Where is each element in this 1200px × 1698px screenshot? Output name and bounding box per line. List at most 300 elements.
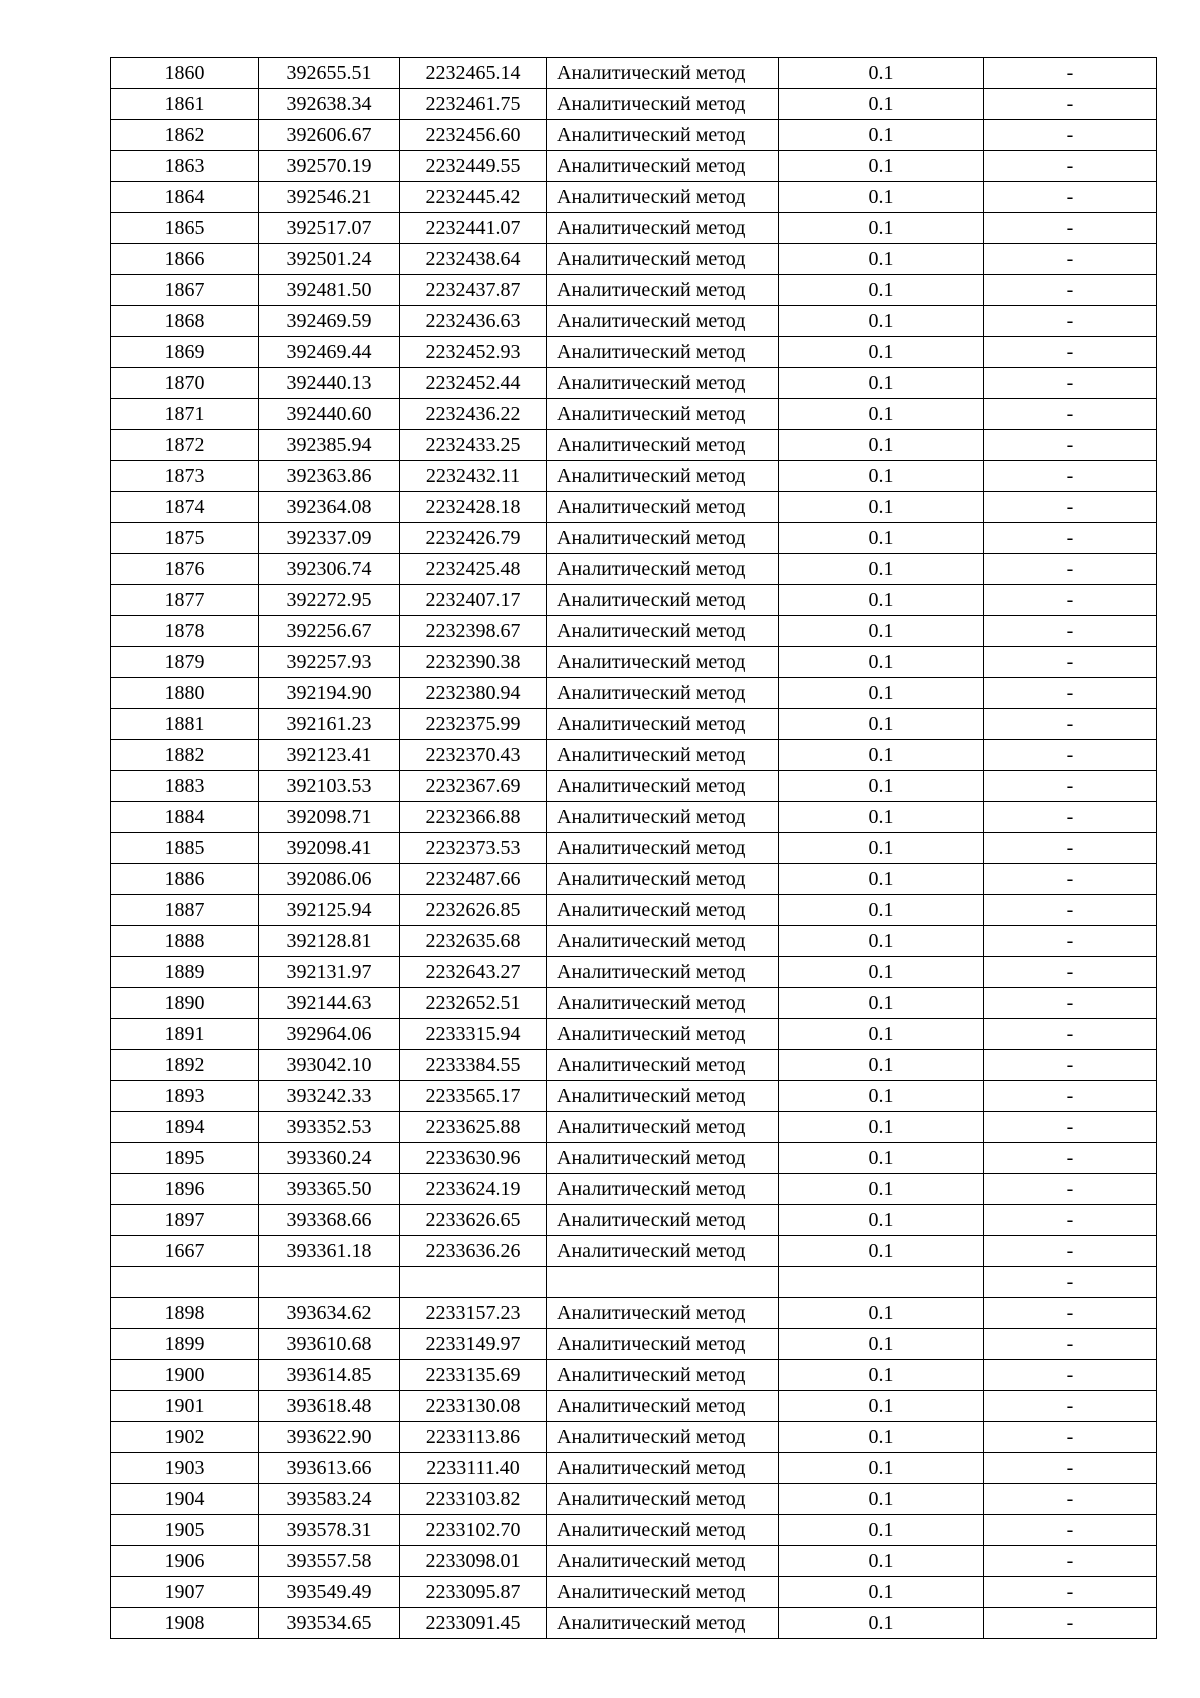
point-number-cell: 1896: [111, 1174, 259, 1205]
point-number-cell: 1874: [111, 492, 259, 523]
x-coordinate-cell: 392086.06: [259, 864, 400, 895]
point-number-cell: 1861: [111, 89, 259, 120]
table-row: [111, 523, 1157, 554]
coordinates-table-body: [111, 58, 1157, 1639]
accuracy-cell: 0.1: [779, 1050, 984, 1081]
x-coordinate-cell: 392103.53: [259, 771, 400, 802]
point-number-cell: 1867: [111, 275, 259, 306]
y-coordinate-cell: 2233624.19: [400, 1174, 547, 1205]
method-cell: Аналитический метод: [547, 864, 779, 895]
note-cell: -: [984, 988, 1157, 1019]
accuracy-cell: 0.1: [779, 523, 984, 554]
method-cell: Аналитический метод: [547, 771, 779, 802]
method-cell: Аналитический метод: [547, 1081, 779, 1112]
note-cell: -: [984, 647, 1157, 678]
table-row: [111, 151, 1157, 182]
point-number-cell: 1901: [111, 1391, 259, 1422]
x-coordinate-cell: 393557.58: [259, 1546, 400, 1577]
accuracy-cell: 0.1: [779, 1608, 984, 1639]
accuracy-cell: 0.1: [779, 616, 984, 647]
x-coordinate-cell: 392257.93: [259, 647, 400, 678]
x-coordinate-cell: 393242.33: [259, 1081, 400, 1112]
table-row: [111, 1422, 1157, 1453]
method-cell: Аналитический метод: [547, 926, 779, 957]
y-coordinate-cell: 2233111.40: [400, 1453, 547, 1484]
y-coordinate-cell: 2232487.66: [400, 864, 547, 895]
accuracy-cell: 0.1: [779, 709, 984, 740]
accuracy-cell: 0.1: [779, 461, 984, 492]
y-coordinate-cell: 2233565.17: [400, 1081, 547, 1112]
method-cell: Аналитический метод: [547, 1329, 779, 1360]
method-cell: Аналитический метод: [547, 833, 779, 864]
point-number-cell: 1886: [111, 864, 259, 895]
table-row: [111, 957, 1157, 988]
table-row: [111, 1484, 1157, 1515]
y-coordinate-cell: 2233113.86: [400, 1422, 547, 1453]
table-row: [111, 1608, 1157, 1639]
note-cell: -: [984, 1019, 1157, 1050]
table-row: [111, 988, 1157, 1019]
note-cell: -: [984, 1112, 1157, 1143]
y-coordinate-cell: 2232626.85: [400, 895, 547, 926]
table-row: [111, 678, 1157, 709]
accuracy-cell: 0.1: [779, 368, 984, 399]
x-coordinate-cell: 392440.13: [259, 368, 400, 399]
method-cell: Аналитический метод: [547, 1112, 779, 1143]
accuracy-cell: 0.1: [779, 337, 984, 368]
method-cell: Аналитический метод: [547, 1236, 779, 1267]
note-cell: -: [984, 275, 1157, 306]
x-coordinate-cell: 393368.66: [259, 1205, 400, 1236]
accuracy-cell: 0.1: [779, 1112, 984, 1143]
method-cell: Аналитический метод: [547, 1546, 779, 1577]
y-coordinate-cell: 2232438.64: [400, 244, 547, 275]
y-coordinate-cell: 2233130.08: [400, 1391, 547, 1422]
y-coordinate-cell: 2233103.82: [400, 1484, 547, 1515]
x-coordinate-cell: 392440.60: [259, 399, 400, 430]
y-coordinate-cell: 2232445.42: [400, 182, 547, 213]
note-cell: -: [984, 337, 1157, 368]
table-row: [111, 1546, 1157, 1577]
table-row: [111, 399, 1157, 430]
x-coordinate-cell: 393549.49: [259, 1577, 400, 1608]
method-cell: Аналитический метод: [547, 647, 779, 678]
accuracy-cell: 0.1: [779, 1019, 984, 1050]
accuracy-cell: 0.1: [779, 58, 984, 89]
y-coordinate-cell: 2232370.43: [400, 740, 547, 771]
accuracy-cell: 0.1: [779, 1236, 984, 1267]
point-number-cell: 1897: [111, 1205, 259, 1236]
method-cell: Аналитический метод: [547, 678, 779, 709]
table-row: [111, 895, 1157, 926]
method-cell: Аналитический метод: [547, 802, 779, 833]
y-coordinate-cell: 2232407.17: [400, 585, 547, 616]
table-row: [111, 802, 1157, 833]
x-coordinate-cell: 393042.10: [259, 1050, 400, 1081]
accuracy-cell: 0.1: [779, 647, 984, 678]
y-coordinate-cell: 2232643.27: [400, 957, 547, 988]
note-cell: -: [984, 833, 1157, 864]
note-cell: -: [984, 213, 1157, 244]
point-number-cell: 1667: [111, 1236, 259, 1267]
y-coordinate-cell: 2232367.69: [400, 771, 547, 802]
note-cell: -: [984, 1236, 1157, 1267]
accuracy-cell: 0.1: [779, 802, 984, 833]
accuracy-cell: 0.1: [779, 492, 984, 523]
y-coordinate-cell: 2232432.11: [400, 461, 547, 492]
method-cell: Аналитический метод: [547, 1174, 779, 1205]
table-row: [111, 182, 1157, 213]
method-cell: Аналитический метод: [547, 1050, 779, 1081]
accuracy-cell: 0.1: [779, 585, 984, 616]
point-number-cell: 1880: [111, 678, 259, 709]
point-number-cell: 1860: [111, 58, 259, 89]
x-coordinate-cell: 392337.09: [259, 523, 400, 554]
method-cell: Аналитический метод: [547, 1391, 779, 1422]
method-cell: Аналитический метод: [547, 430, 779, 461]
table-row: [111, 492, 1157, 523]
table-row: [111, 58, 1157, 89]
table-row: [111, 864, 1157, 895]
note-cell: -: [984, 244, 1157, 275]
method-cell: Аналитический метод: [547, 337, 779, 368]
accuracy-cell: 0.1: [779, 1515, 984, 1546]
note-cell: -: [984, 182, 1157, 213]
point-number-cell: 1895: [111, 1143, 259, 1174]
method-cell: Аналитический метод: [547, 306, 779, 337]
note-cell: -: [984, 1298, 1157, 1329]
x-coordinate-cell: 392256.67: [259, 616, 400, 647]
point-number-cell: 1903: [111, 1453, 259, 1484]
method-cell: Аналитический метод: [547, 275, 779, 306]
note-cell: -: [984, 802, 1157, 833]
point-number-cell: 1898: [111, 1298, 259, 1329]
y-coordinate-cell: 2232452.44: [400, 368, 547, 399]
note-cell: -: [984, 58, 1157, 89]
x-coordinate-cell: 392364.08: [259, 492, 400, 523]
point-number-cell: 1902: [111, 1422, 259, 1453]
accuracy-cell: 0.1: [779, 678, 984, 709]
method-cell: Аналитический метод: [547, 957, 779, 988]
table-row: [111, 771, 1157, 802]
point-number-cell: 1907: [111, 1577, 259, 1608]
accuracy-cell: 0.1: [779, 1453, 984, 1484]
note-cell: -: [984, 1577, 1157, 1608]
accuracy-cell: 0.1: [779, 430, 984, 461]
point-number-cell: 1890: [111, 988, 259, 1019]
table-row: [111, 1143, 1157, 1174]
method-cell: Аналитический метод: [547, 1360, 779, 1391]
point-number-cell: 1864: [111, 182, 259, 213]
x-coordinate-cell: 392363.86: [259, 461, 400, 492]
table-row: [111, 1453, 1157, 1484]
note-cell: -: [984, 585, 1157, 616]
accuracy-cell: 0.1: [779, 1143, 984, 1174]
accuracy-cell: 0.1: [779, 895, 984, 926]
x-coordinate-cell: 392272.95: [259, 585, 400, 616]
y-coordinate-cell: 2233095.87: [400, 1577, 547, 1608]
note-cell: -: [984, 120, 1157, 151]
x-coordinate-cell: 392125.94: [259, 895, 400, 926]
note-cell: -: [984, 895, 1157, 926]
x-coordinate-cell: 393634.62: [259, 1298, 400, 1329]
accuracy-cell: 0.1: [779, 1484, 984, 1515]
note-cell: -: [984, 492, 1157, 523]
table-row: [111, 1329, 1157, 1360]
method-cell: Аналитический метод: [547, 554, 779, 585]
table-row: [111, 554, 1157, 585]
x-coordinate-cell: 393578.31: [259, 1515, 400, 1546]
method-cell: Аналитический метод: [547, 1143, 779, 1174]
table-row: [111, 1174, 1157, 1205]
x-coordinate-cell: 392517.07: [259, 213, 400, 244]
note-cell: -: [984, 1608, 1157, 1639]
accuracy-cell: 0.1: [779, 1081, 984, 1112]
accuracy-cell: 0.1: [779, 275, 984, 306]
x-coordinate-cell: 393352.53: [259, 1112, 400, 1143]
y-coordinate-cell: 2233625.88: [400, 1112, 547, 1143]
method-cell: Аналитический метод: [547, 709, 779, 740]
note-cell: -: [984, 89, 1157, 120]
note-cell: -: [984, 1267, 1157, 1298]
y-coordinate-cell: 2232428.18: [400, 492, 547, 523]
table-row: [111, 1019, 1157, 1050]
table-row: [111, 1391, 1157, 1422]
note-cell: -: [984, 1081, 1157, 1112]
point-number-cell: 1885: [111, 833, 259, 864]
table-row: [111, 740, 1157, 771]
accuracy-cell: 0.1: [779, 1422, 984, 1453]
note-cell: -: [984, 554, 1157, 585]
x-coordinate-cell: 392194.90: [259, 678, 400, 709]
method-cell: Аналитический метод: [547, 523, 779, 554]
accuracy-cell: 0.1: [779, 864, 984, 895]
table-row: [111, 306, 1157, 337]
point-number-cell: 1871: [111, 399, 259, 430]
accuracy-cell: 0.1: [779, 926, 984, 957]
point-number-cell: 1882: [111, 740, 259, 771]
x-coordinate-cell: 393360.24: [259, 1143, 400, 1174]
method-cell: Аналитический метод: [547, 151, 779, 182]
table-row: [111, 926, 1157, 957]
method-cell: Аналитический метод: [547, 1484, 779, 1515]
note-cell: -: [984, 740, 1157, 771]
point-number-cell: [111, 1267, 259, 1298]
point-number-cell: 1893: [111, 1081, 259, 1112]
note-cell: -: [984, 1453, 1157, 1484]
method-cell: Аналитический метод: [547, 244, 779, 275]
accuracy-cell: 0.1: [779, 399, 984, 430]
table-row: [111, 1360, 1157, 1391]
method-cell: Аналитический метод: [547, 1515, 779, 1546]
accuracy-cell: 0.1: [779, 1329, 984, 1360]
method-cell: Аналитический метод: [547, 182, 779, 213]
method-cell: Аналитический метод: [547, 1019, 779, 1050]
method-cell: Аналитический метод: [547, 616, 779, 647]
method-cell: Аналитический метод: [547, 399, 779, 430]
note-cell: -: [984, 399, 1157, 430]
point-number-cell: 1876: [111, 554, 259, 585]
x-coordinate-cell: [259, 1267, 400, 1298]
note-cell: -: [984, 1174, 1157, 1205]
x-coordinate-cell: 392469.44: [259, 337, 400, 368]
table-row: [111, 120, 1157, 151]
point-number-cell: 1905: [111, 1515, 259, 1546]
table-row: [111, 89, 1157, 120]
note-cell: -: [984, 368, 1157, 399]
point-number-cell: 1875: [111, 523, 259, 554]
x-coordinate-cell: 392131.97: [259, 957, 400, 988]
table-row: [111, 461, 1157, 492]
point-number-cell: 1879: [111, 647, 259, 678]
note-cell: -: [984, 151, 1157, 182]
point-number-cell: 1900: [111, 1360, 259, 1391]
accuracy-cell: 0.1: [779, 1298, 984, 1329]
accuracy-cell: 0.1: [779, 771, 984, 802]
table-row: [111, 1081, 1157, 1112]
point-number-cell: 1889: [111, 957, 259, 988]
accuracy-cell: 0.1: [779, 1205, 984, 1236]
y-coordinate-cell: [400, 1267, 547, 1298]
x-coordinate-cell: 392546.21: [259, 182, 400, 213]
point-number-cell: 1862: [111, 120, 259, 151]
point-number-cell: 1863: [111, 151, 259, 182]
x-coordinate-cell: 392606.67: [259, 120, 400, 151]
note-cell: -: [984, 926, 1157, 957]
accuracy-cell: 0.1: [779, 1546, 984, 1577]
y-coordinate-cell: 2233102.70: [400, 1515, 547, 1546]
note-cell: -: [984, 771, 1157, 802]
point-number-cell: 1904: [111, 1484, 259, 1515]
coordinates-table: [110, 57, 1157, 1639]
method-cell: Аналитический метод: [547, 89, 779, 120]
note-cell: -: [984, 678, 1157, 709]
y-coordinate-cell: 2232373.53: [400, 833, 547, 864]
y-coordinate-cell: 2233636.26: [400, 1236, 547, 1267]
accuracy-cell: 0.1: [779, 182, 984, 213]
note-cell: -: [984, 430, 1157, 461]
x-coordinate-cell: 392469.59: [259, 306, 400, 337]
y-coordinate-cell: 2232366.88: [400, 802, 547, 833]
note-cell: -: [984, 1546, 1157, 1577]
table-row: [111, 430, 1157, 461]
point-number-cell: 1906: [111, 1546, 259, 1577]
point-number-cell: 1891: [111, 1019, 259, 1050]
table-row: [111, 1298, 1157, 1329]
note-cell: -: [984, 1391, 1157, 1422]
x-coordinate-cell: 392570.19: [259, 151, 400, 182]
y-coordinate-cell: 2233135.69: [400, 1360, 547, 1391]
accuracy-cell: 0.1: [779, 1391, 984, 1422]
y-coordinate-cell: 2233098.01: [400, 1546, 547, 1577]
accuracy-cell: 0.1: [779, 120, 984, 151]
x-coordinate-cell: 392123.41: [259, 740, 400, 771]
note-cell: -: [984, 1205, 1157, 1236]
point-number-cell: 1881: [111, 709, 259, 740]
note-cell: -: [984, 1143, 1157, 1174]
accuracy-cell: 0.1: [779, 244, 984, 275]
table-row: [111, 1205, 1157, 1236]
table-row: [111, 1515, 1157, 1546]
method-cell: Аналитический метод: [547, 1608, 779, 1639]
accuracy-cell: 0.1: [779, 1174, 984, 1205]
table-row: [111, 585, 1157, 616]
x-coordinate-cell: 392481.50: [259, 275, 400, 306]
table-row: [111, 368, 1157, 399]
point-number-cell: 1868: [111, 306, 259, 337]
accuracy-cell: 0.1: [779, 988, 984, 1019]
table-row: [111, 1050, 1157, 1081]
table-row: [111, 337, 1157, 368]
table-row: [111, 213, 1157, 244]
accuracy-cell: [779, 1267, 984, 1298]
note-cell: -: [984, 461, 1157, 492]
table-row: [111, 833, 1157, 864]
note-cell: -: [984, 864, 1157, 895]
method-cell: Аналитический метод: [547, 585, 779, 616]
note-cell: -: [984, 1422, 1157, 1453]
x-coordinate-cell: 392655.51: [259, 58, 400, 89]
x-coordinate-cell: 393365.50: [259, 1174, 400, 1205]
x-coordinate-cell: 392098.41: [259, 833, 400, 864]
method-cell: Аналитический метод: [547, 1205, 779, 1236]
method-cell: Аналитический метод: [547, 1453, 779, 1484]
table-row: [111, 1577, 1157, 1608]
y-coordinate-cell: 2232652.51: [400, 988, 547, 1019]
x-coordinate-cell: 393618.48: [259, 1391, 400, 1422]
method-cell: Аналитический метод: [547, 1298, 779, 1329]
y-coordinate-cell: 2232436.63: [400, 306, 547, 337]
accuracy-cell: 0.1: [779, 89, 984, 120]
method-cell: Аналитический метод: [547, 1577, 779, 1608]
point-number-cell: 1894: [111, 1112, 259, 1143]
accuracy-cell: 0.1: [779, 740, 984, 771]
y-coordinate-cell: 2233626.65: [400, 1205, 547, 1236]
y-coordinate-cell: 2232398.67: [400, 616, 547, 647]
method-cell: Аналитический метод: [547, 120, 779, 151]
method-cell: Аналитический метод: [547, 1422, 779, 1453]
point-number-cell: 1877: [111, 585, 259, 616]
accuracy-cell: 0.1: [779, 833, 984, 864]
y-coordinate-cell: 2232425.48: [400, 554, 547, 585]
table-row: [111, 1267, 1157, 1298]
x-coordinate-cell: 393361.18: [259, 1236, 400, 1267]
table-row: [111, 1236, 1157, 1267]
y-coordinate-cell: 2233091.45: [400, 1608, 547, 1639]
x-coordinate-cell: 392144.63: [259, 988, 400, 1019]
table-row: [111, 709, 1157, 740]
accuracy-cell: 0.1: [779, 151, 984, 182]
note-cell: -: [984, 1050, 1157, 1081]
method-cell: Аналитический метод: [547, 368, 779, 399]
method-cell: Аналитический метод: [547, 213, 779, 244]
table-row: [111, 244, 1157, 275]
x-coordinate-cell: 392306.74: [259, 554, 400, 585]
y-coordinate-cell: 2233157.23: [400, 1298, 547, 1329]
point-number-cell: 1899: [111, 1329, 259, 1360]
y-coordinate-cell: 2233384.55: [400, 1050, 547, 1081]
x-coordinate-cell: 392501.24: [259, 244, 400, 275]
x-coordinate-cell: 393614.85: [259, 1360, 400, 1391]
y-coordinate-cell: 2232375.99: [400, 709, 547, 740]
note-cell: -: [984, 306, 1157, 337]
x-coordinate-cell: 393610.68: [259, 1329, 400, 1360]
accuracy-cell: 0.1: [779, 1577, 984, 1608]
note-cell: -: [984, 957, 1157, 988]
point-number-cell: 1872: [111, 430, 259, 461]
y-coordinate-cell: 2232380.94: [400, 678, 547, 709]
y-coordinate-cell: 2232441.07: [400, 213, 547, 244]
